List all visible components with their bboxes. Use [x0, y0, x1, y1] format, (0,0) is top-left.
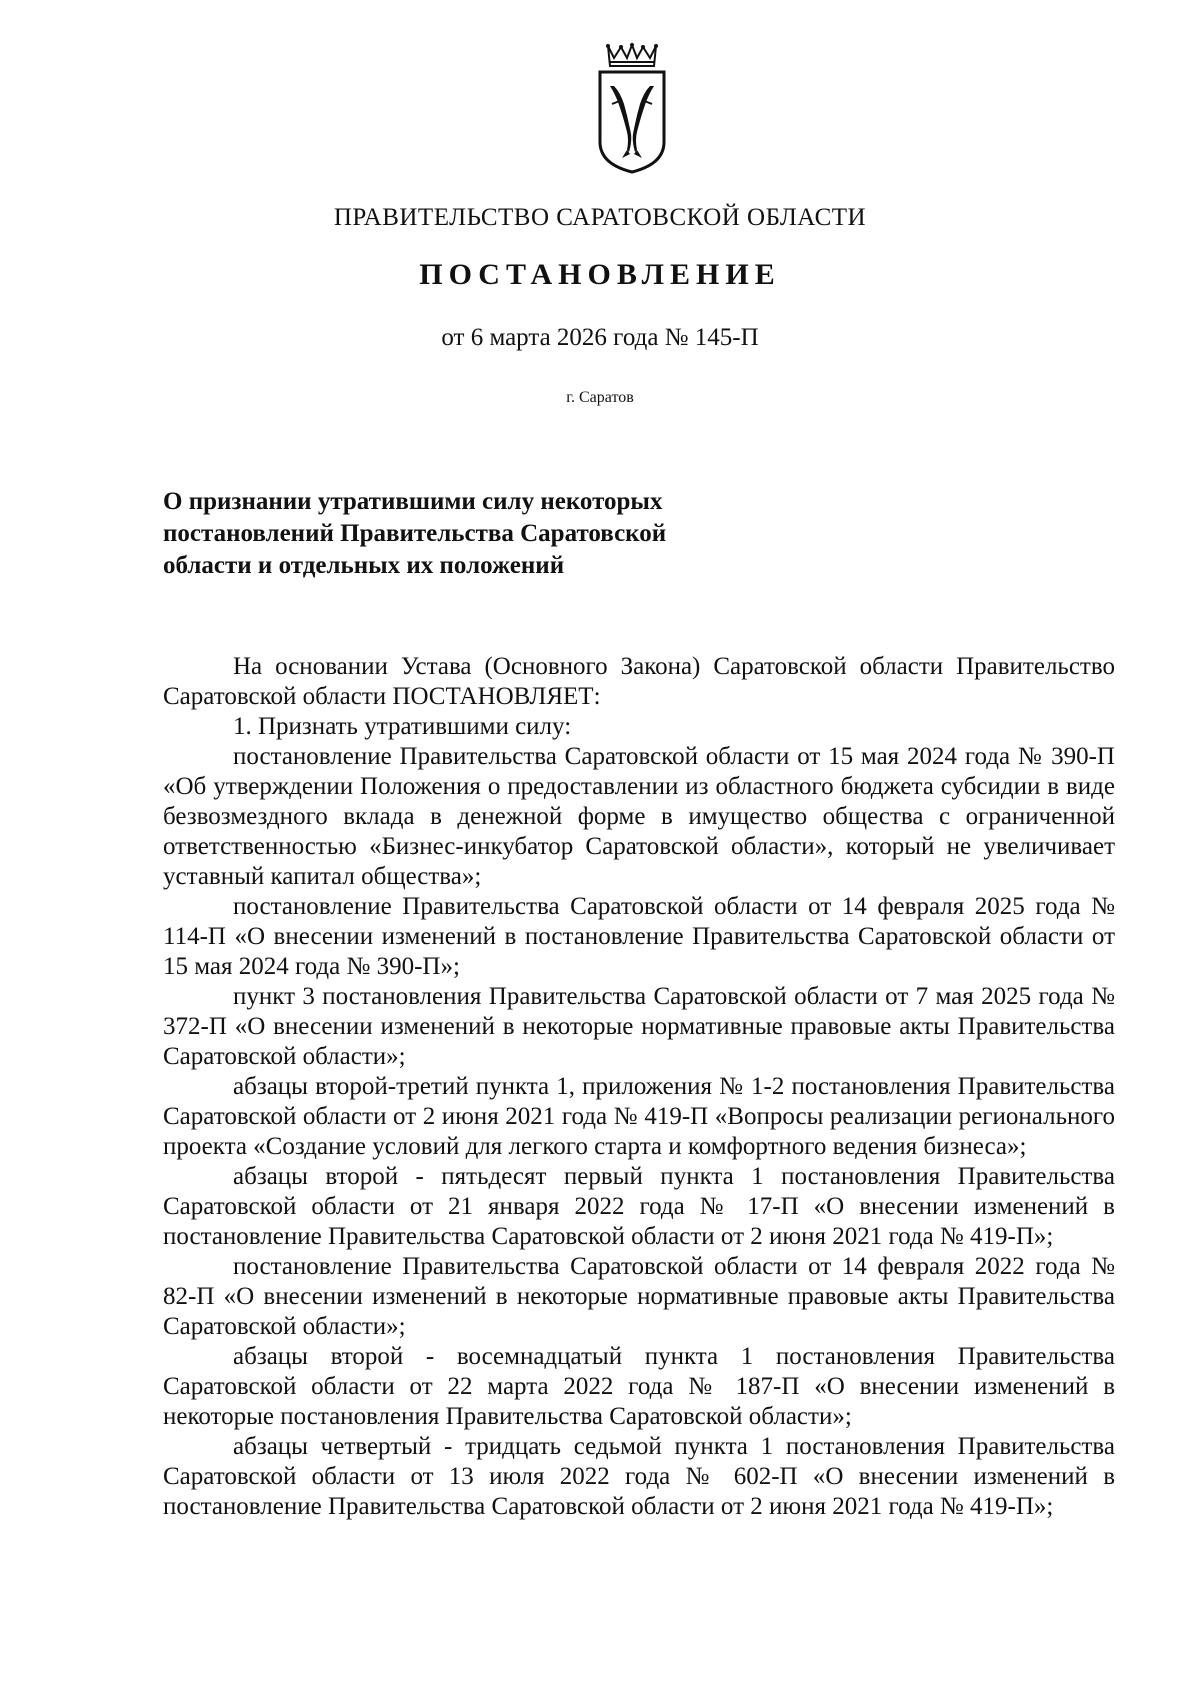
document-body: [163, 652, 1115, 1522]
document-city: г. Саратов: [566, 389, 634, 406]
subject-line: области и отдельных их положений: [163, 552, 565, 579]
body-paragraph: 1. Признать утратившими силу:: [233, 713, 572, 740]
body-paragraph: абзацы второй-третий пункта 1, приложения № 1-2 постановления Правительства Саратовской области от 2 июня 2021 года № 419-П «Вопросы реализации регионального проекта «Создание условий для легкого старта и комфортного ведения бизнеса»;: [163, 1073, 1115, 1160]
body-paragraph: постановление Правительства Саратовской области от 14 февраля 2022 года № 82-П «О внесении изменений в некоторые нормативные правовые акты Правительства Саратовской области»;: [163, 1253, 1115, 1340]
subject-line: О признании утратившими силу некоторых: [163, 488, 663, 515]
document-type: ПОСТАНОВЛЕНИЕ: [419, 258, 781, 291]
body-paragraph: На основании Устава (Основного Закона) Саратовской области Правительство Саратовской области ПОСТАНОВЛЯЕТ:: [163, 653, 1115, 710]
document-date-number: от 6 марта 2026 года № 145-П: [441, 324, 759, 351]
body-paragraph: абзацы второй - восемнадцатый пункта 1 постановления Правительства Саратовской области от 22 марта 2022 года № 187-П «О внесении изменений в некоторые постановления Правительства Саратовской области»;: [163, 1343, 1115, 1430]
body-paragraph: абзацы четвертый - тридцать седьмой пункта 1 постановления Правительства Саратовской области от 13 июля 2022 года № 602-П «О внесении изменений в постановление Правительства Саратовской области от 2 июня 2021 года № 419-П»;: [163, 1433, 1115, 1520]
body-paragraph: пункт 3 постановления Правительства Саратовской области от 7 мая 2025 года № 372-П «О внесении изменений в некоторые нормативные правовые акты Правительства Саратовской области»;: [163, 983, 1115, 1070]
body-paragraph: абзацы второй - пятьдесят первый пункта 1 постановления Правительства Саратовской области от 21 января 2022 года № 17-П «О внесении изменений в постановление Правительства Саратовской области от 2 июня 2021 года № 419-П»;: [163, 1163, 1115, 1250]
subject-line: постановлений Правительства Саратовской: [163, 520, 667, 547]
document-subject: [163, 486, 763, 582]
body-paragraph: постановление Правительства Саратовской области от 14 февраля 2025 года № 114-П «О внесении изменений в постановление Правительства Саратовской области от 15 мая 2024 года № 390-П»;: [163, 893, 1115, 980]
body-paragraph: постановление Правительства Саратовской области от 15 мая 2024 года № 390-П «Об утверждении Положения о предоставлении из областного бюджета субсидии в виде безвозмездного вклада в денежной форме в имущество общества с ограниченной ответственностью «Бизнес-инкубатор Саратовской области», который не увеличивает уставный капитал общества»;: [163, 743, 1115, 890]
saratov-coat-of-arms-icon: [594, 42, 670, 174]
government-name: ПРАВИТЕЛЬСТВО САРАТОВСКОЙ ОБЛАСТИ: [333, 204, 867, 231]
